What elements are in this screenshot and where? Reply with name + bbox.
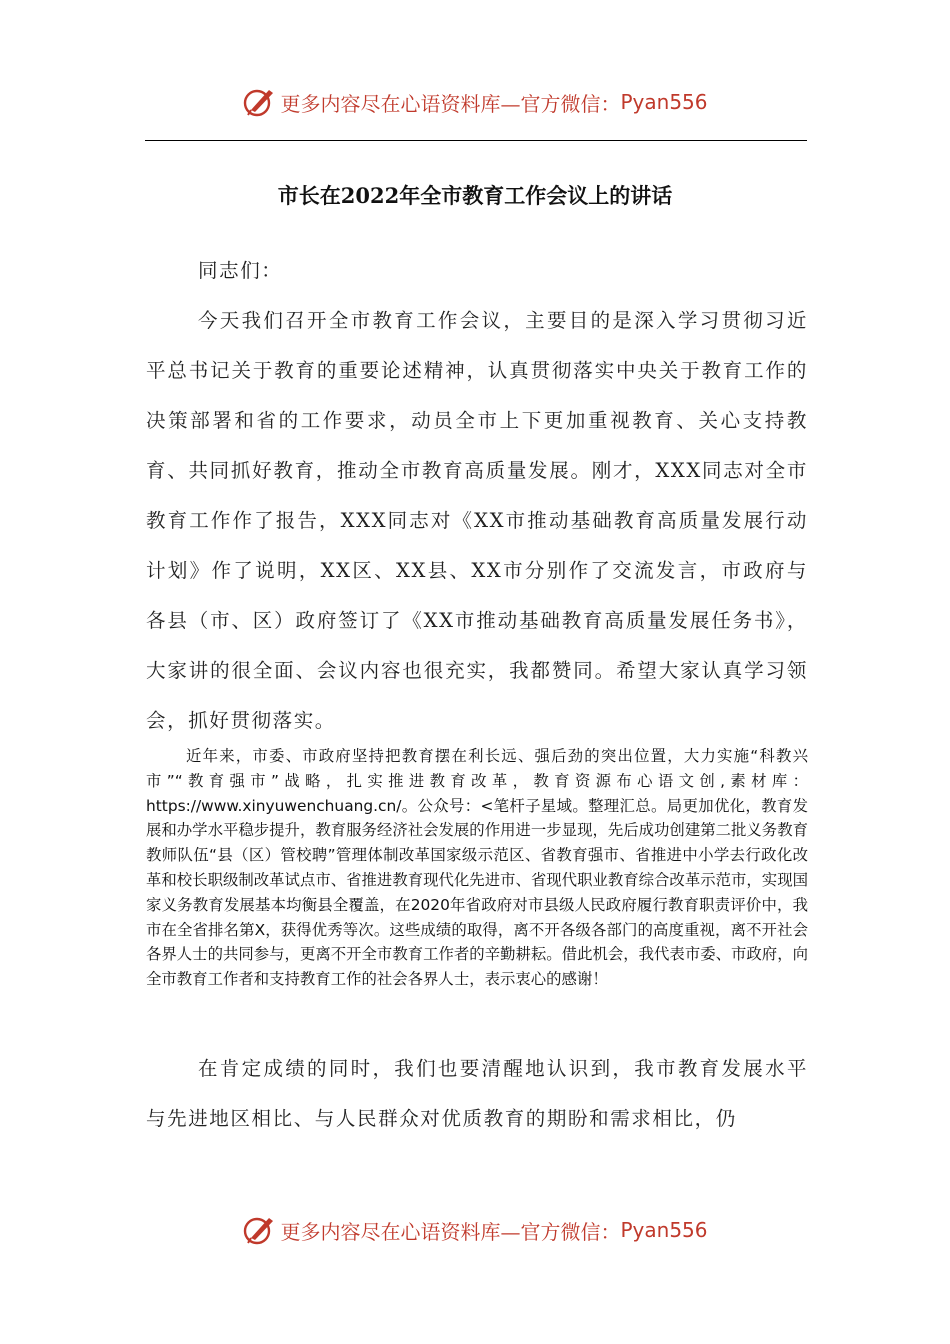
footer-banner-text: 更多内容尽在心语资料库—官方微信： <box>280 1219 621 1244</box>
paragraph-problems: 在肯定成绩的同时，我们也要清醒地认识到，我市教育发展水平与先进地区相比、与人民群众对优质教育的期盼和需求相比，仍 <box>146 1057 808 1130</box>
header-banner <box>0 82 950 122</box>
body-section-achievements <box>146 744 808 992</box>
footer-banner <box>0 1210 950 1250</box>
body-section-problems <box>146 1044 808 1144</box>
salutation: 同志们： <box>198 259 283 282</box>
header-divider <box>145 140 807 141</box>
body-section-intro <box>146 246 808 746</box>
banner-wechat-id: Pyan556 <box>620 90 708 114</box>
banner-text: 更多内容尽在心语资料库—官方微信： <box>280 91 621 116</box>
quill-seal-icon <box>242 85 276 119</box>
quill-seal-icon <box>242 1213 276 1247</box>
paragraph-achievements: 近年来，市委、市政府坚持把教育摆在利长远、强后劲的突出位置，大力实施“科教兴市”“教育强市”战略，扎实推进教育改革，教育资源布心语文创,素材库：https://www.xinyuwenchuang.cn/。公众号：<笔杆子星域。整理汇总。局更加优化，教育发展和办学水平稳步提升，教育服务经济社会发展的作用进一步显现，先后成功创建第二批义务教育教师队伍“县（区）管校聘”管理体制改革国家级示范区、省教育强市、省推进中小学去行政化改革和校长职级制改革试点市、省推进教育现代化先进市、省现代职业教育综合改革示范市，实现国家义务教育发展基本均衡县全覆盖，在2020年省政府对市县级人民政府履行教育职责评价中，我市在全省排名第X，获得优秀等次。这些成绩的取得，离不开各级各部门的高度重视，离不开社会各界人士的共同参与，更离不开全市教育工作者的辛勤耕耘。借此机会，我代表市委、市政府，向全市教育工作者和支持教育工作的社会各界人士，表示衷心的感谢！ <box>146 747 808 989</box>
paragraph-intro: 今天我们召开全市教育工作会议，主要目的是深入学习贯彻习近平总书记关于教育的重要论述精神，认真贯彻落实中央关于教育工作的决策部署和省的工作要求，动员全市上下更加重视教育、关心支持教育、共同抓好教育，推动全市教育高质量发展。刚才，XXX同志对全市教育工作作了报告，XXX同志对《XX市推动基础教育高质量发展行动计划》作了说明，XX区、XX县、XX市分别作了交流发言，市政府与各县（市、区）政府签订了《XX市推动基础教育高质量发展任务书》，大家讲的很全面、会议内容也很充实，我都赞同。希望大家认真学习领会，抓好贯彻落实。 <box>146 309 808 732</box>
document-title: 市长在2022年全市教育工作会议上的讲话 <box>277 183 673 208</box>
footer-banner-wechat-id: Pyan556 <box>620 1218 708 1242</box>
